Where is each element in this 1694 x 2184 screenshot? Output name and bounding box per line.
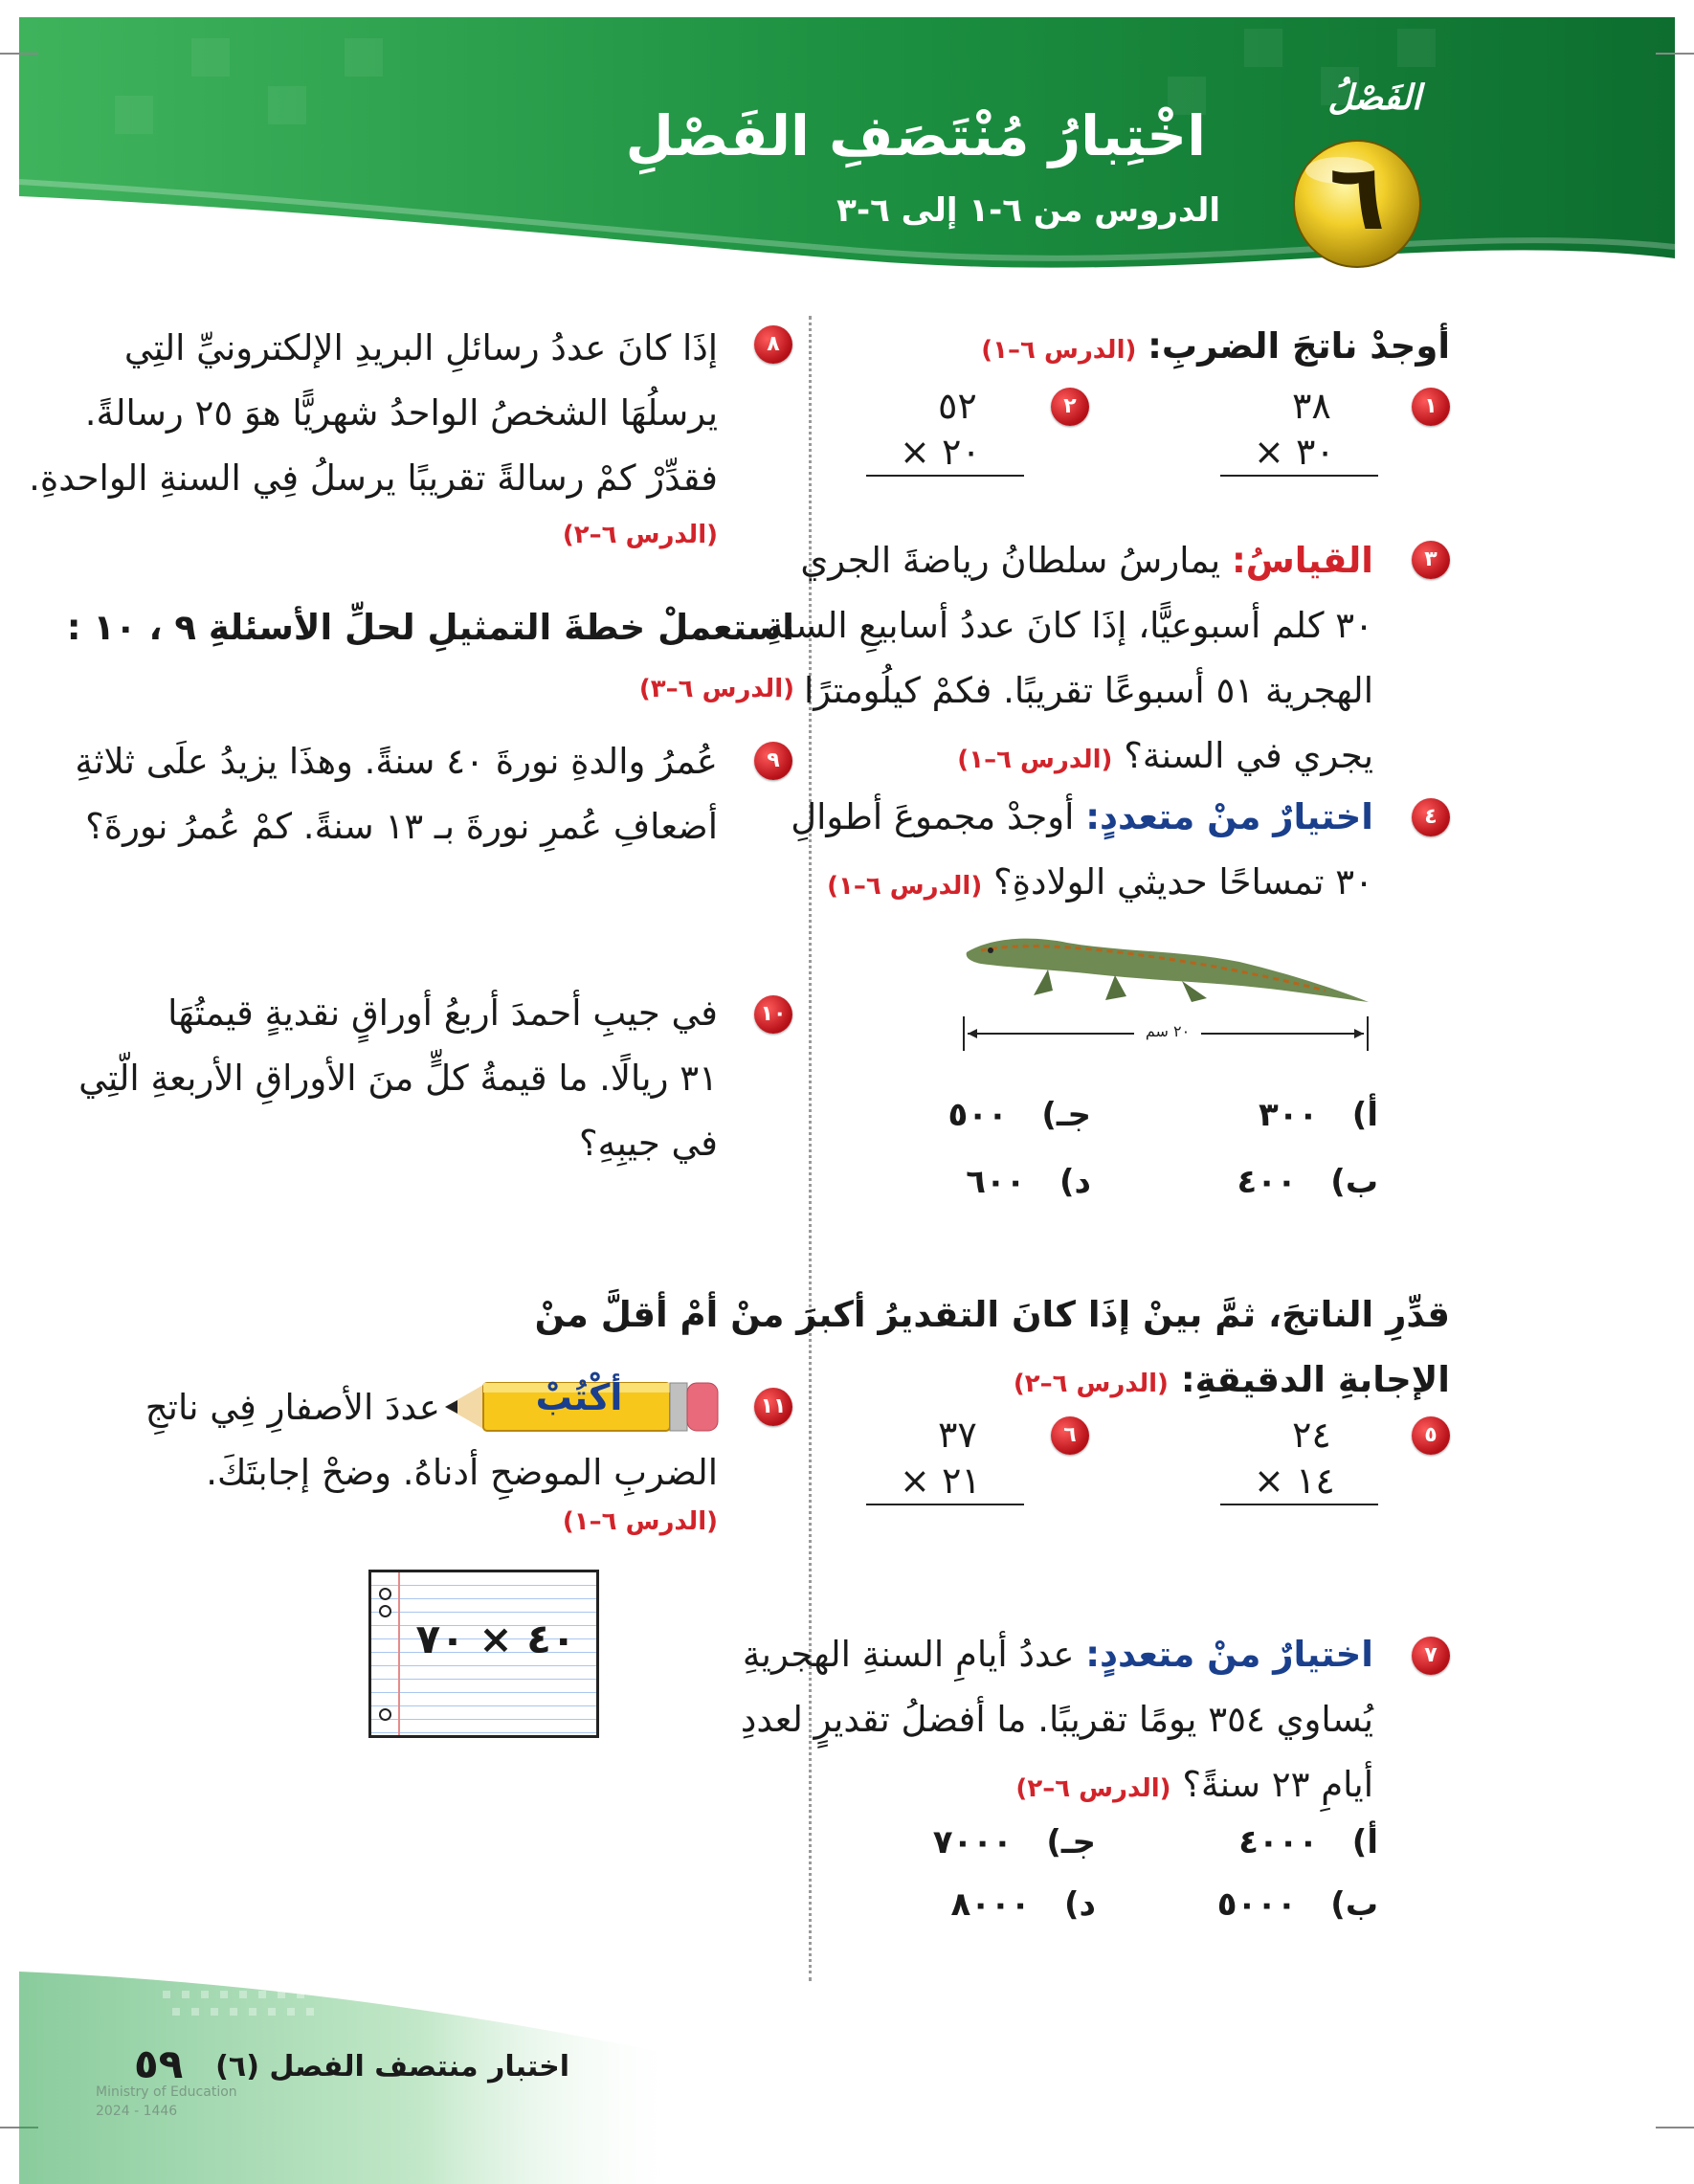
q10-line3: في جيبِهِ؟ [579, 1123, 718, 1164]
choice-value: ٤٠٠٠ [1238, 1823, 1319, 1861]
q10-line2: ٣١ ريالًا. ما قيمةُ كلٍّ منَ الأوراقِ الأربعةِ الّتِي [78, 1058, 718, 1099]
q11-line1: عددَ الأصفارِ فِي ناتجِ [145, 1387, 440, 1428]
q8-line1: إذَا كانَ عددُ رسائلِ البريدِ الإلكترونيِّ التِي [123, 327, 718, 368]
ministry-line2: 2024 - 1446 [96, 2104, 178, 2119]
binder-hole [379, 1588, 391, 1600]
footer-title: اختبار منتصف الفصل (٦) [215, 2050, 569, 2084]
choice-c [933, 1823, 1096, 1861]
multiplication-q2 [866, 383, 1024, 477]
multiplication-q5 [1220, 1412, 1378, 1505]
question-number-6: ٦ [1051, 1416, 1089, 1455]
lesson-ref: (الدرس ٦–١) [827, 872, 983, 901]
choice-value: ٣٠٠ [1259, 1096, 1319, 1134]
binder-hole [379, 1708, 391, 1721]
lesson-ref: (الدرس ٦–٢) [562, 521, 718, 549]
q4-line1: أوجدْ مجموعَ أطوالِ [791, 796, 1075, 837]
question-number-1: ١ [1412, 388, 1450, 426]
q3-line4: يجري في السنة؟ [1124, 735, 1373, 776]
q3-line1: يمارسُ سلطانُ رياضةَ الجري [800, 540, 1221, 581]
choice-key: جـ) [1046, 1823, 1096, 1861]
choice-key: د) [1064, 1885, 1096, 1924]
binder-hole [379, 1605, 391, 1617]
q9-line2: أضعافِ عُمرِ نورةَ بـ ١٣ سنةً. كمْ عُمرُ نورةَ؟ [85, 806, 718, 847]
q11-line2: الضربِ الموضحِ أدناهُ. وضحْ إجابتَكَ. [206, 1452, 718, 1493]
question-3 [766, 528, 1373, 792]
times-sign: × [900, 431, 930, 473]
ministry-line1: Ministry of Education [96, 2084, 237, 2100]
q10-line1: في جيبِ أحمدَ أربعُ أوراقٍ نقديةٍ قيمتُهَا [167, 992, 718, 1034]
q8-line2: يرسلُهَا الشخصُ الواحدُ شهريًّا هوَ ٢٥ رسالةً. [84, 392, 718, 434]
multiplicand: ٣٧ [938, 1414, 977, 1456]
choice-key: أ) [1351, 1096, 1378, 1134]
multiplicand: ٣٨ [1292, 385, 1331, 427]
choice-key: د) [1059, 1163, 1091, 1201]
multiplier: ١٤ [1295, 1460, 1335, 1502]
question-number-11: ١١ [754, 1388, 792, 1426]
multiplication-q6 [866, 1412, 1024, 1505]
page-number: ٥٩ [134, 2040, 184, 2087]
q3-line3: الهجرية ٥١ أسبوعًا تقريبًا. فكمْ كيلُومترًا [803, 670, 1373, 711]
question-number-10: ١٠ [754, 995, 792, 1034]
choice-d [957, 1163, 1091, 1201]
page-title: اخْتِبارُ مُنْتَصَفِ الفَصْلِ [625, 103, 1206, 168]
q8-line3: فقدِّرْ كمْ رسالةً تقريبًا يرسلُ فِي السنةِ الواحدةِ. [29, 457, 718, 499]
choice-a [1244, 1096, 1378, 1134]
answer-line [866, 475, 1024, 477]
question-number-5: ٥ [1412, 1416, 1450, 1455]
times-sign: × [900, 1460, 930, 1502]
question-number-2: ٢ [1051, 388, 1089, 426]
choice-value: ٧٠٠٠ [932, 1823, 1013, 1861]
choice-d [933, 1885, 1096, 1924]
multiplication-expression: ٤٠ × ٧٠ [415, 1616, 576, 1662]
page-subtitle: الدروس من ٦-١ إلى ٦-٣ [836, 191, 1220, 230]
question-4 [791, 785, 1373, 919]
q4-line2: ٣٠ تمساحًا حديثي الولادةِ؟ [992, 861, 1373, 903]
times-sign: × [1254, 1460, 1284, 1502]
multiplier: ٢١ [941, 1460, 981, 1502]
question-8 [29, 316, 718, 559]
q9-line1: عُمرُ والدةِ نورةَ ٤٠ سنةً. وهذَا يزيدُ علَى ثلاثةِ [75, 741, 718, 782]
choice-a [1215, 1823, 1378, 1861]
intro-multiply-text: أوجدْ ناتجَ الضربِ: [1148, 325, 1450, 367]
choice-value: ٥٠٠ [947, 1096, 1008, 1134]
choice-key: جـ) [1041, 1096, 1091, 1134]
multiplier: ٣٠ [1295, 431, 1335, 473]
choice-value: ٥٠٠٠ [1216, 1885, 1297, 1924]
choice-value: ٦٠٠ [966, 1163, 1026, 1201]
lesson-ref: (الدرس ٦–١) [562, 1507, 718, 1536]
multiplicand: ٥٢ [938, 385, 977, 427]
multiplicand: ٢٤ [1292, 1414, 1331, 1456]
label-measurement: القياسُ: [1231, 540, 1373, 581]
choice-value: ٨٠٠٠ [950, 1885, 1031, 1924]
choice-c [947, 1096, 1091, 1134]
lesson-ref: (الدرس ٦–٢) [1015, 1774, 1171, 1803]
multiplier: ٢٠ [941, 431, 981, 473]
question-number-3: ٣ [1412, 541, 1450, 579]
chapter-number: ٦ [1328, 144, 1386, 251]
question-number-9: ٩ [754, 742, 792, 780]
question-10 [78, 981, 718, 1176]
q7-line1: عددُ أيامِ السنةِ الهجريةِ [742, 1634, 1075, 1675]
choice-key: أ) [1351, 1823, 1378, 1861]
intro-estimate-line1: قدِّرِ الناتجَ، ثمَّ بينْ إذَا كانَ التقديرُ أكبرَ منْ أمْ أقلَّ منْ [534, 1294, 1450, 1335]
crop-mark [1656, 53, 1694, 55]
question-number-4: ٤ [1412, 798, 1450, 836]
q7-line2: يُساوي ٣٥٤ يومًا تقريبًا. ما أفضلُ تقديرٍ لعددِ [740, 1699, 1373, 1740]
multiplication-q1 [1220, 383, 1378, 477]
lesson-ref: (الدرس ٦–٢) [1013, 1370, 1169, 1398]
intro-estimate-line2: الإجابةِ الدقيقةِ: [1180, 1359, 1450, 1400]
label-multiple-choice: اختيارٌ منْ متعددٍ: [1085, 796, 1373, 837]
question-9 [75, 729, 718, 859]
choice-b [1237, 1163, 1378, 1201]
crop-mark [0, 53, 38, 55]
lesson-ref: (الدرس ٦–١) [957, 746, 1113, 774]
answer-line [1220, 1504, 1378, 1505]
intro-multiply [842, 314, 1450, 383]
lesson-ref: (الدرس ٦–١) [981, 336, 1137, 365]
q3-line2: ٣٠ كلم أسبوعيًّا، إذَا كانَ عددُ أسابيعِ السنةِ [766, 605, 1373, 646]
lesson-ref: (الدرس ٦–٣) [638, 675, 794, 703]
choice-value: ٤٠٠ [1237, 1163, 1297, 1201]
answer-line [1220, 475, 1378, 477]
answer-line [866, 1504, 1024, 1505]
question-7 [740, 1622, 1373, 1821]
choice-b [1215, 1885, 1378, 1924]
choice-key: ب) [1330, 1885, 1378, 1924]
intro-acting-strategy: استعملْ خطةَ التمثيلِ لحلِّ الأسئلةِ ٩ ، ١٠ : [66, 607, 794, 648]
question-number-7: ٧ [1412, 1637, 1450, 1675]
label-multiple-choice: اختيارٌ منْ متعددٍ: [1085, 1634, 1373, 1675]
notebook-paper [368, 1570, 599, 1738]
times-sign: × [1254, 431, 1284, 473]
length-label: ٢٠ سم [1145, 1022, 1191, 1040]
crocodile-image [962, 914, 1373, 1010]
question-number-8: ٨ [754, 325, 792, 364]
chapter-word: الفَصْلُ [1327, 78, 1421, 118]
pencil-label: أكْتُبْ [535, 1376, 623, 1418]
choice-key: ب) [1330, 1163, 1378, 1201]
q7-line3: أيامِ ٢٣ سنةً؟ [1182, 1764, 1373, 1805]
